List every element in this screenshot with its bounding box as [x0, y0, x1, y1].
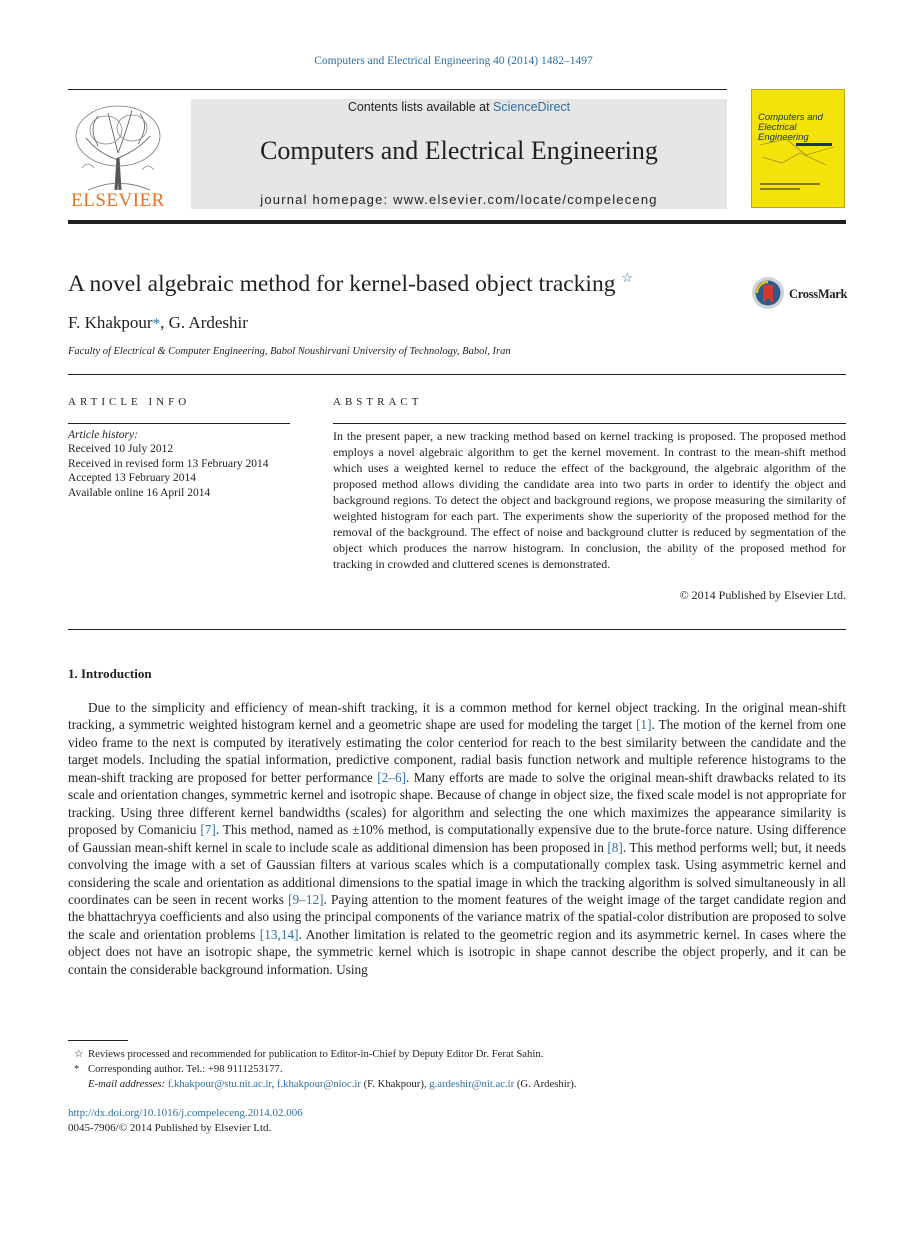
abstract-text: In the present paper, a new tracking method based on kernel tracking is proposed. The proposed method employs a novel algebraic algorithm to get the kernel movement. In contrast to the mean-shift method which uses a weighted kernel to reduce the effect of the background, the algebraic algorithm of the proposed method allows dividing the candidate area into two parts in order to identify the object and background regions. To detect the object and background regions, we propose measuring the similarity of weighted histogram for each part. The experiments show the superiority of the proposed method for the removal of the background. The effect of noise and background clutter is reduced by segmentation of the object which produces the narrow histogram. In conclusion, the ability of the proposed method for tracking in crowded and cluttered scenes is demonstrated. — [333, 429, 846, 571]
intro-text: . This method performs well; but, it needs convolving the image with a set of Gaussian filters at various scales which is a computationally complex task. Using asymmetric kernel and considering the scale and orientation as additional dimensions to the spatial image in which the tracking algorithm is solved simultaneously in all coordinates can be seen in recent works — [68, 839, 846, 907]
citation-link[interactable]: [9–12] — [288, 891, 324, 907]
contents-line — [191, 100, 727, 114]
email-link-khakpour-stu[interactable]: f.khakpour@stu.nit.ac.ir — [167, 1078, 272, 1090]
intro-text: . Another limitation is related to the geometric region and its asymmetric kernel. In cases where the object does not have an isotropic shape, the symmetric kernel which is isotropic in shape cannot describe the object properly, and it can be contain the considerable background information. Using — [68, 926, 846, 977]
header-top-rule — [68, 89, 727, 90]
author-ardeshir: G. Ardeshir — [168, 313, 248, 332]
email-separator: , — [271, 1078, 277, 1090]
author-khakpour: F. Khakpour — [68, 313, 153, 332]
intro-text: . This method, named as ±10% method, is computationally expensive due to the brute-force nature. Using difference of Gaussian mean-shift kernel in scale to include scale as additional dimension has been proposed in — [68, 822, 846, 855]
abstract-bottom-rule — [68, 629, 846, 630]
citation-link[interactable]: [13,14] — [259, 926, 299, 942]
history-online: Available online 16 April 2014 — [68, 486, 211, 499]
citation-link[interactable]: [8] — [607, 839, 623, 855]
affiliation: Faculty of Electrical & Computer Engineering, Babol Noushirvani University of Technology, Babol, Iran — [68, 346, 511, 357]
citation-link[interactable]: [7] — [200, 822, 216, 838]
corresponding-author-star[interactable]: * — [152, 316, 161, 332]
authors — [68, 313, 248, 333]
citation-link[interactable]: [1] — [636, 717, 652, 733]
intro-text: . Paying attention to the moment features of the weight image of the target candidate region and the bhattachryya coefficients and also using the principal components of the variance matrix of the spatial-color distribution are proposed to solve the scale and orientation problems — [68, 891, 846, 942]
introduction-paragraph — [68, 699, 846, 978]
intro-text: . Many efforts are made to solve the original mean-shift drawbacks related to its scale and orientation changes, symmetric kernel and isotropic shape. Because of change in object size, the fixed scale model is not appropriate for tracking. Using three different kernel bandwidths (scales) for algorithm and selecting the one which maximizes the appearance similarity is proposed by Comaniciu — [68, 769, 846, 838]
footnote-review-text: Reviews processed and recommended for publication to Editor-in-Chief by Deputy Editor Dr. Ferat Sahin. — [88, 1048, 544, 1060]
journal-name: Computers and Electrical Engineering — [260, 136, 658, 165]
history-accepted: Accepted 13 February 2014 — [68, 472, 197, 485]
contents-prefix: Contents lists available at — [347, 100, 494, 114]
footnote-review — [68, 1047, 846, 1062]
email-owner-ardeshir: (G. Ardeshir). — [514, 1078, 577, 1090]
doi-link[interactable]: http://dx.doi.org/10.1016/j.compeleceng.2014.02.006 — [68, 1107, 303, 1119]
intro-text: Due to the simplicity and efficiency of mean-shift tracking, it is a common method for kernel object tracking. In the original mean-shift tracking, a symmetric weighted histogram kernel and a geometric shape are used for modeling the target — [68, 700, 846, 733]
footnote-emails — [68, 1077, 846, 1092]
cover-graphic — [756, 135, 840, 200]
email-link-ardeshir[interactable]: g.ardeshir@nit.ac.ir — [429, 1078, 515, 1090]
title-footnote-star[interactable]: ☆ — [621, 270, 633, 285]
cover-title: Computers and Electrical Engineering — [758, 112, 823, 143]
journal-homepage — [191, 192, 727, 207]
article-title-text: A novel algebraic method for kernel-based object tracking — [68, 270, 616, 297]
crossmark-icon[interactable] — [751, 276, 785, 310]
email-owner-khakpour: (F. Khakpour), — [360, 1078, 430, 1090]
crossmark-label[interactable]: CrossMark — [789, 287, 848, 301]
sciencedirect-link[interactable]: ScienceDirect — [493, 100, 571, 114]
footnote-corresponding — [68, 1062, 846, 1077]
abstract-heading: ABSTRACT — [333, 396, 423, 408]
article-info-heading: ARTICLE INFO — [68, 396, 191, 408]
footnote-asterisk-mark: * — [74, 1063, 80, 1075]
article-history — [68, 428, 269, 500]
article-info-rule — [68, 423, 290, 424]
footnote-star-mark: ☆ — [74, 1048, 84, 1060]
footnote-rule — [68, 1040, 128, 1041]
email-label: E-mail addresses: — [88, 1078, 168, 1090]
article-title — [68, 270, 633, 298]
intro-text: . The motion of the kernel from one video frame to the next is computed by iteratively estimating the color centeriod for reach to the best similarity between the candidate and the target models. Including the spatial information, predictive component, radial basis function network and multiple reference histograms to the mean-shift tracking are proposed for better performance — [68, 717, 847, 785]
history-received: Received 10 July 2012 — [68, 443, 174, 456]
section-heading-introduction: 1. Introduction — [68, 666, 152, 681]
history-revised: Received in revised form 13 February 2014 — [68, 457, 269, 470]
email-link-khakpour-nioc[interactable]: f.khakpour@nioc.ir — [276, 1078, 361, 1090]
elsevier-wordmark: ELSEVIER — [71, 190, 165, 211]
issn-copyright: 0045-7906/© 2014 Published by Elsevier Ltd. — [68, 1122, 272, 1134]
author-separator: , — [160, 313, 169, 332]
abstract-copyright: © 2014 Published by Elsevier Ltd. — [679, 588, 846, 602]
journal-citation-link[interactable]: Computers and Electrical Engineering 40 (2014) 1482–1497 — [314, 55, 593, 67]
affiliation-rule — [68, 374, 846, 375]
homepage-label: journal homepage: — [260, 192, 394, 207]
abstract-rule — [333, 423, 846, 424]
citation-link[interactable]: [2–6] — [377, 769, 407, 785]
footnotes — [68, 1047, 846, 1092]
header-thick-rule — [68, 220, 846, 224]
homepage-link[interactable]: www.elsevier.com/locate/compeleceng — [393, 192, 658, 207]
footnote-corresponding-text: Corresponding author. Tel.: +98 9111253177. — [88, 1063, 283, 1075]
history-label: Article history: — [68, 429, 138, 441]
